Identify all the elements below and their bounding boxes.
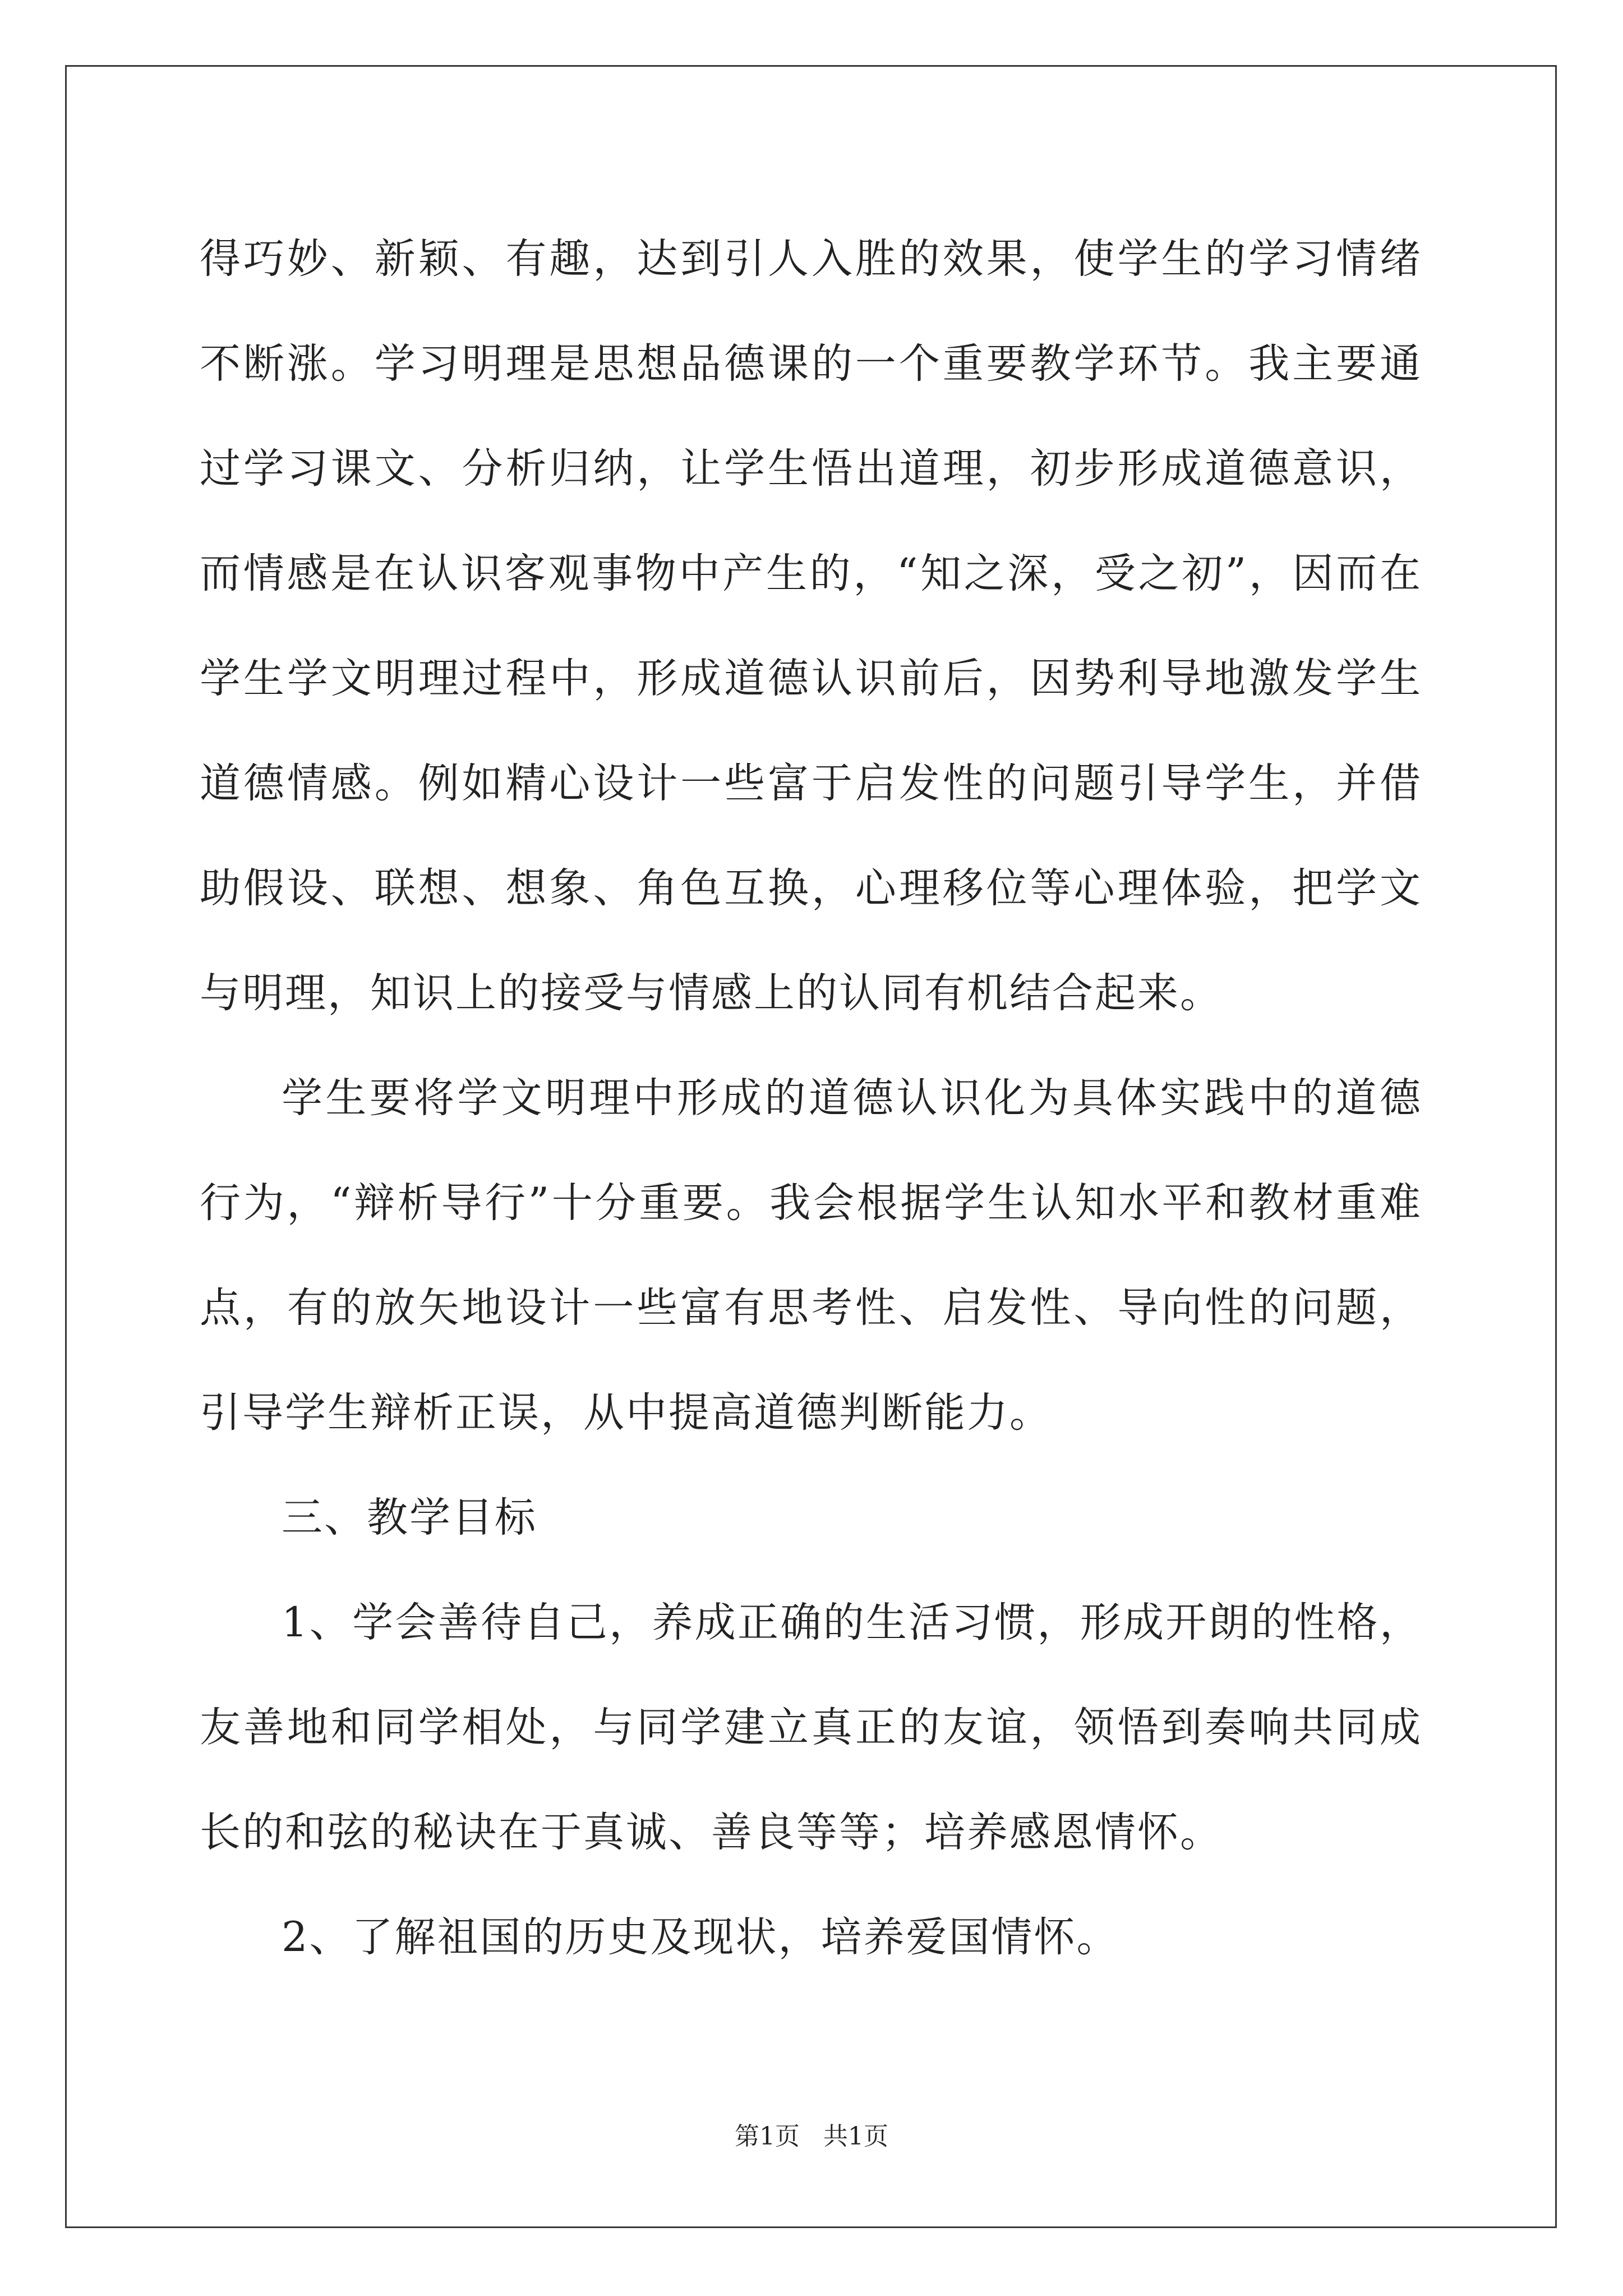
paragraph-2: 学生要将学文明理中形成的道德认识化为具体实践中的道德行为，“辩析导行”十分重要。我会根据学生认知水平和教材重难点，有的放矢地设计一些富有思考性、启发性、导向性的问题，引导学生辩析正误，从中提高道德判断能力。 xyxy=(200,1074,1422,1437)
document-body xyxy=(200,206,1422,1990)
paragraph-goal-1: 1、学会善待自己，养成正确的生活习惯，形成开朗的性格，友善地和同学相处，与同学建立真正的友谊，领悟到奏响共同成长的和弦的秘诀在于真诚、善良等等；培养感恩情怀。 xyxy=(200,1599,1422,1856)
page-number: 第1页 xyxy=(735,2122,800,2151)
page-footer xyxy=(0,2116,1623,2152)
section-heading: 三、教学目标 xyxy=(282,1494,537,1542)
paragraph-goal-2: 2、了解祖国的历史及现状，培养爱国情怀。 xyxy=(282,1913,1119,1961)
page-total: 共1页 xyxy=(823,2122,888,2151)
paragraph-1: 得巧妙、新颖、有趣，达到引人入胜的效果，使学生的学习情绪不断涨。学习明理是思想品德课的一个重要教学环节。我主要通过学习课文、分析归纳，让学生悟出道理，初步形成道德意识，而情感是在认识客观事物中产生的，“知之深，受之初”，因而在学生学文明理过程中，形成道德认识前后，因势利导地激发学生道德情感。例如精心设计一些富于启发性的问题引导学生，并借助假设、联想、想象、角色互换，心理移位等心理体验，把学文与明理，知识上的接受与情感上的认同有机结合起来。 xyxy=(200,235,1422,1017)
